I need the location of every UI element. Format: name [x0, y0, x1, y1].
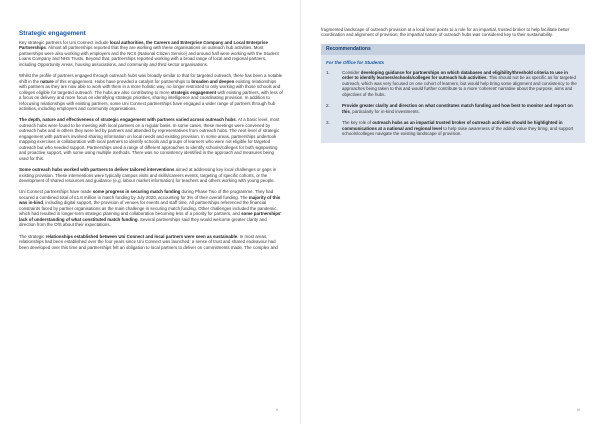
page-number: ii [276, 407, 278, 412]
recommendations-subtitle: For the Office for Students [326, 59, 385, 65]
paragraph-interventions: Some outreach hubs worked with partners to deliver tailored interventions aimed at addressing key local challenges or gaps in existing provision. These interventions were typically campus visits and skills/careers events, targeting of specific cohorts, or the development of shared resources and guidance (e.g. labour market information) for teachers and others working with young people. [19, 167, 277, 183]
recommendation-text: Provide greater clarity and direction on what constitutes match funding and how best to monitor and report on this, particularly for in-kind investments. [342, 103, 573, 114]
recommendation-text: The key role of outreach hubs as an impartial trusted broker of outreach activities should be highlighted in communications at a national and regional level to help raise awareness of the added value they bring, and support schools/colleges navigate the existing landscape of provision. [342, 120, 574, 136]
recommendation-item [321, 67, 585, 100]
recommendations-box [321, 44, 585, 144]
paragraph-match-funding: Uni Connect partnerships have made some progress in securing match funding during Phase Two of the programme. They had secured a combined total of £1.8 million in match funding by July 2020, accounting for 3% of their overall funding. The majority of this was in-kind, including digital support, the provision of venues for events and staff time. All partnerships referenced the financial constraints faced by partner organisations as the main challenge in securing match funding. Other challenges included the pandemic, which had resulted in longer-term strategic planning and collaboration becoming less of a priority for partners, and some partnerships' lack of understanding of what constituted match funding. Several partnerships said they would welcome greater clarity and direction from the OfS about their expectations. [19, 189, 282, 228]
page-number: iii [577, 407, 580, 412]
recommendation-item [321, 100, 585, 117]
recommendation-item [321, 117, 585, 143]
left-column [19, 30, 283, 254]
recommendation-text: Consider developing guidance for partnerships on which databases and eligibility/threshold criteria to use in order to identify learners/schools/colleges for outreach hub activities. This should not be as specific as for targeted outreach, which was very focused on one cohort of learners, but would help bring some alignment and consistency to the approaches being taken to this and would further contribute to a more 'coherent' narrative about the purpose, aims and objectives of the hubs. [342, 69, 577, 97]
paragraph-depth: The depth, nature and effectiveness of strategic engagement with partners varied across outreach hubs. At a basic level, most outreach hubs were found to be meeting with local partners on a regular basis. In some cases, these meetings were convened by outreach hubs and in others they were led by partners and attended by representatives from outreach hubs. The next level of strategic engagement with partners involved sharing information on local needs and existing provision. In some areas, partnerships undertook mapping exercises in collaboration with local partners to identify schools and groups of learners who were not eligible for targeted outreach but who needed support. Partnerships used a range of different approaches to identify schools/colleges for both signposting and proactive support, with some using multiple methods. There was no consistency identified in the approach and measures being used for this. [19, 117, 280, 161]
section-heading: Strategic engagement [19, 30, 86, 37]
paragraph-partners: Key strategic partners for Uni Connect include local authorities, the Careers and Enterprise Company and Local Enterprise Partnerships. Almost all partnerships reported that they are working with these organisations on outreach hub activities. Most partnerships were also working with employers and the NCS (National Citizen Service) and around half were working with the Student Loans Company and NHS Trusts. Beyond that, partnerships reported working with a broad range of local and regional partners, including Opportunity Areas, housing associations, and community and third sector organisations. [19, 40, 279, 67]
recommendation-number: 2. [326, 103, 330, 109]
right-page [300, 0, 600, 424]
recommendations-title: Recommendations [321, 44, 585, 55]
paragraph-nature: Whilst the profile of partners engaged through outreach hubs was broadly similar to that for targeted outreach, there has been a notable shift in the nature of this engagement. Hubs have provided a catalyst for partnerships to broaden and deepen existing relationships with partners as they are now able to work with them in a more holistic way, no longer restricted to only working with those schools and colleges eligible for targeted outreach. The hubs are also contributing to more strategic engagement with existing partners, with less of a focus on delivery and more focus on identifying strategic priorities, sharing intelligence and coordinating provision. In addition to refocusing relationships with existing partners, some Uni Connect partnerships have engaged a wider range of partners through hub activities, including employers and community organisations. [19, 73, 283, 111]
recommendation-number: 3. [326, 120, 330, 126]
recommendation-number: 1. [326, 69, 330, 75]
right-column [321, 27, 585, 143]
paragraph-continued: fragmented landscape of outreach provision at a local level points to a role for an impartial, trusted broker to help facilitate better coordination and alignment of provision; the impartial nature of outreach hubs was considered key to their sustainability. [321, 27, 570, 38]
paragraph-sustainability: The strategic relationships established between Uni Connect and local partners were seen as sustainable. In most areas, relationships had been established over the four years since Uni Connect was launched; a sense of trust and shared endeavour had been developed over this time and partnerships felt an obligation to local partners to deliver on commitments made. The complex and [19, 233, 278, 250]
